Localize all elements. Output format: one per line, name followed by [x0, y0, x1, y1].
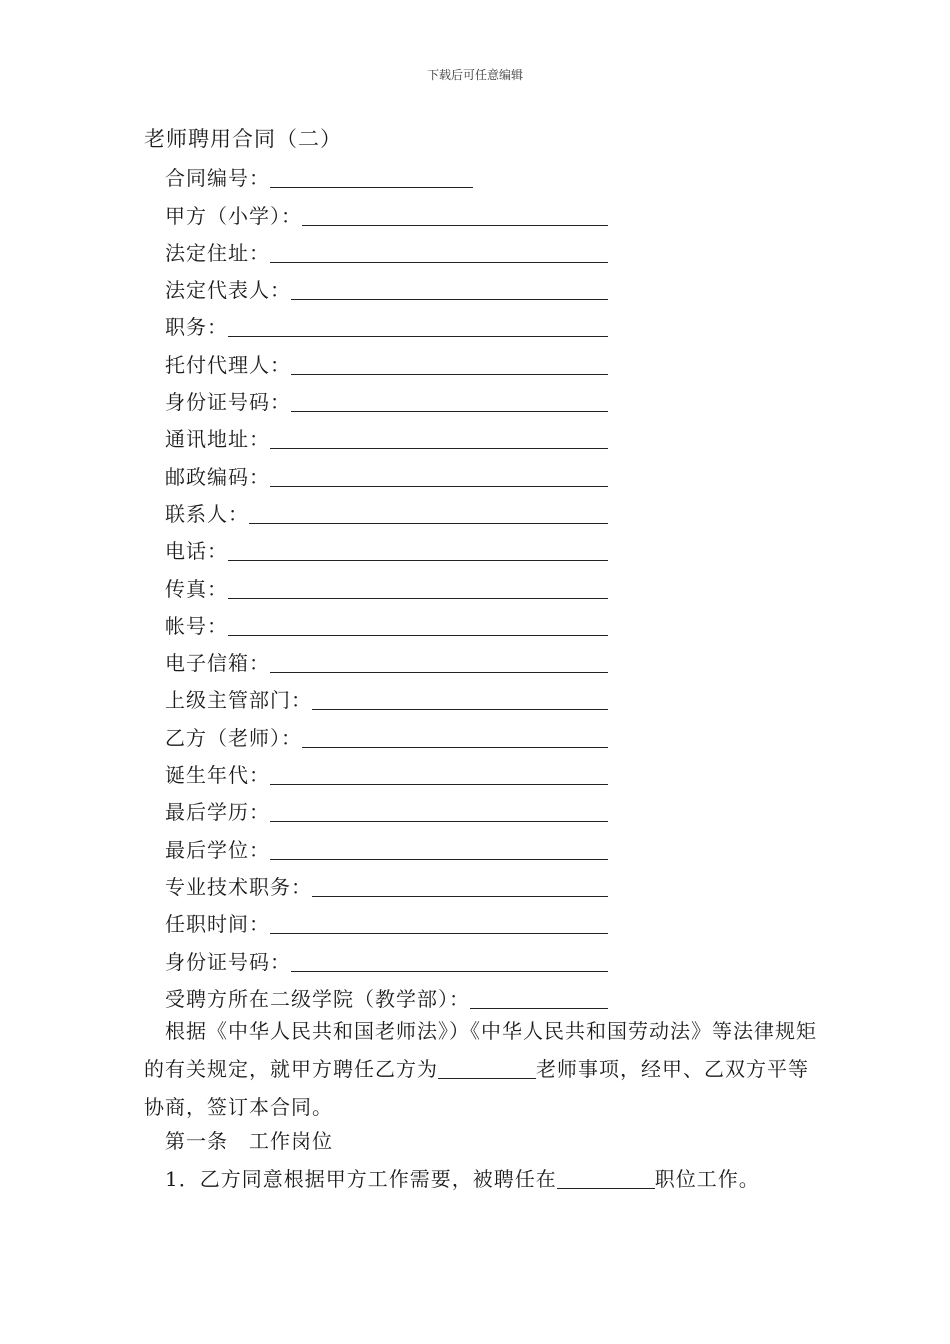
field-blank[interactable] — [228, 615, 608, 636]
field-row — [165, 229, 608, 266]
field-label: 合同编号： — [165, 166, 270, 191]
field-blank[interactable] — [302, 205, 608, 226]
field-blank[interactable] — [270, 466, 608, 487]
field-blank[interactable] — [291, 354, 608, 375]
field-row — [165, 490, 608, 527]
field-row — [165, 266, 608, 303]
field-blank[interactable] — [291, 391, 608, 412]
article-1-item-1-text-1: 1．乙方同意根据甲方工作需要，被聘任在 — [165, 1167, 557, 1191]
field-blank[interactable] — [228, 578, 608, 599]
field-row — [165, 975, 608, 1012]
field-row — [165, 825, 608, 862]
field-label: 专业技术职务： — [165, 874, 312, 899]
preamble-text-2: 老师事项，经甲、乙双方平等协商，签订本合同。 — [144, 1057, 809, 1119]
field-label: 诞生年代： — [165, 763, 270, 788]
field-blank[interactable] — [291, 279, 608, 300]
field-label: 身份证号码： — [165, 949, 291, 974]
field-label: 传真： — [165, 576, 228, 601]
field-label: 电话： — [165, 539, 228, 564]
field-blank[interactable] — [228, 540, 608, 561]
page-header-note: 下载后可任意编辑 — [426, 68, 523, 82]
field-row — [165, 452, 608, 489]
field-label: 职务： — [165, 315, 228, 340]
field-row — [165, 154, 608, 191]
field-label: 联系人： — [165, 501, 249, 526]
field-row — [165, 415, 608, 452]
contract-fields — [165, 154, 608, 1012]
article-1-item-1-text-2: 职位工作。 — [654, 1167, 760, 1191]
field-label: 通讯地址： — [165, 427, 270, 452]
field-blank[interactable] — [270, 652, 608, 673]
field-label: 任职时间： — [165, 912, 270, 937]
field-blank[interactable] — [302, 727, 608, 748]
field-label: 最后学位： — [165, 837, 270, 862]
field-label: 上级主管部门： — [165, 688, 312, 713]
field-blank[interactable] — [270, 801, 608, 822]
field-label: 乙方（老师）： — [165, 725, 302, 750]
preamble-paragraph — [144, 1012, 824, 1126]
field-label: 甲方（小学）： — [165, 203, 302, 228]
field-row — [165, 340, 608, 377]
field-blank[interactable] — [470, 988, 608, 1009]
field-blank[interactable] — [270, 428, 608, 449]
document-title: 老师聘用合同（二） — [144, 127, 342, 151]
field-row — [165, 378, 608, 415]
field-row — [165, 863, 608, 900]
field-row — [165, 900, 608, 937]
article-1-title: 第一条 工作岗位 — [165, 1129, 333, 1153]
field-row — [165, 602, 608, 639]
field-label: 帐号： — [165, 613, 228, 638]
field-label: 邮政编码： — [165, 464, 270, 489]
field-blank[interactable] — [249, 503, 608, 524]
field-label: 身份证号码： — [165, 390, 291, 415]
field-blank[interactable] — [312, 876, 608, 897]
field-label: 托付代理人： — [165, 352, 291, 377]
field-row — [165, 713, 608, 750]
job-position-blank[interactable] — [557, 1168, 655, 1189]
field-row — [165, 191, 608, 228]
field-row — [165, 639, 608, 676]
field-blank[interactable] — [270, 242, 608, 263]
field-row — [165, 527, 608, 564]
field-blank[interactable] — [270, 913, 608, 934]
field-row — [165, 676, 608, 713]
field-blank[interactable] — [312, 689, 608, 710]
position-blank[interactable] — [438, 1058, 536, 1079]
field-row — [165, 751, 608, 788]
field-label: 受聘方所在二级学院（教学部）： — [165, 986, 470, 1011]
field-blank[interactable] — [270, 167, 473, 188]
field-label: 电子信箱： — [165, 651, 270, 676]
field-row — [165, 303, 608, 340]
field-row — [165, 937, 608, 974]
article-1-item-1 — [165, 1163, 760, 1192]
field-label: 最后学历： — [165, 800, 270, 825]
field-blank[interactable] — [270, 839, 608, 860]
preamble-text-1: 根据《中华人民共和国老师法》）《中华人民共和国劳动法》等法律规矩的有关规定，就甲方聘任乙方为 — [144, 1019, 817, 1081]
field-row — [165, 788, 608, 825]
field-label: 法定代表人： — [165, 278, 291, 303]
field-blank[interactable] — [291, 951, 608, 972]
field-blank[interactable] — [228, 316, 608, 337]
field-label: 法定住址： — [165, 240, 270, 265]
field-row — [165, 564, 608, 601]
field-blank[interactable] — [270, 764, 608, 785]
